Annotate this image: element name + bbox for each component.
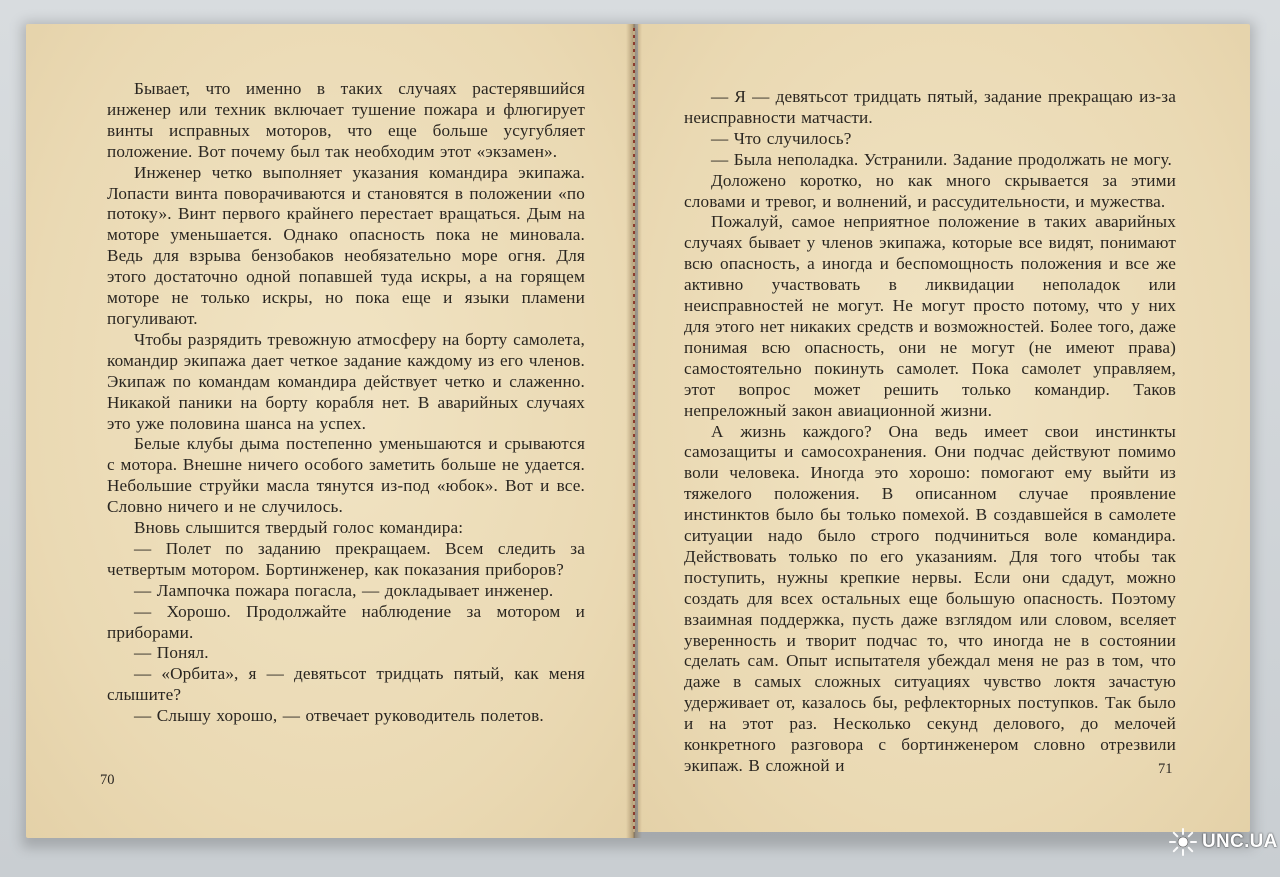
sun-burst-icon: [1168, 827, 1198, 857]
paragraph: А жизнь каждого? Она ведь имеет свои инстинкты самозащиты и самосохранения. Они подчас действуют помимо воли человека. Иногда это хорошо: помогают ему выйти из тяжелого положения. В описанном случае проявление инстинктов было бы только помехой. В создавшейся в самолете ситуации надо было строго подчиниться воле командира. Действовать только по его указаниям. Для того чтобы так поступить, нужны крепкие нервы. Если они сдадут, можно создать для всех остальных еще большую опасность. Поэтому взаимная поддержка, пусть даже взглядом или словом, вселяет уверенность и творит подчас то, что иногда не в состоянии сделать сам. Опыт испытателя убеждал меня не раз в том, что даже в самых сложных ситуациях чувство локтя зачастую удерживает от, казалось бы, рефлекторных поступков. Так было и на этот раз. Несколько секунд делового, до мелочей конкретного разговора с бортинженером словно отрезвили экипаж. В сложной и: [684, 421, 1176, 775]
paragraph: — Лампочка пожара погасла, — докладывает инженер.: [134, 580, 554, 600]
paragraph: Вновь слышится твердый голос командира:: [134, 518, 464, 538]
paragraph: — Была неполадка. Устранили. Задание продолжать не могу.: [711, 149, 1172, 169]
binding-thread: [633, 28, 635, 832]
watermark: [1168, 818, 1278, 866]
left-page-text: [107, 79, 585, 727]
paragraph: — Полет по заданию прекращаем. Всем следить за четвертым мотором. Бортинженер, как показания приборов?: [107, 538, 585, 579]
paragraph: Пожалуй, самое неприятное положение в таких аварийных случаях бывает у членов экипажа, которые все видят, понимают всю опасность, а иногда и беспомощность положения и все же активно участвовать в ликвидации неполадок или неисправностей не могут. Не могут просто потому, что у них для этого нет никаких средств и возможностей. Более того, даже понимая всю опасность, они не могут (не имеют права) самостоятельно покинуть самолет. Пока самолет управляем, этот вопрос может решить только командир. Таков непреложный закон авиационной жизни.: [684, 212, 1176, 420]
right-page-text: [684, 87, 1176, 777]
paragraph: Бывает, что именно в таких случаях растерявшийся инженер или техник включает тушение пожара и флюгирует винты исправных моторов, что еще больше усугубляет положение. Вот почему был так необходим этот «экзамен».: [107, 79, 585, 161]
paragraph: — Хорошо. Продолжайте наблюдение за мотором и приборами.: [107, 601, 585, 642]
page-number-left: 70: [100, 772, 115, 788]
paragraph: Доложено коротко, но как много скрывается за этими словами и тревог, и волнений, и рассудительности, и мужества.: [684, 170, 1176, 211]
paragraph: — Понял.: [134, 643, 209, 663]
paragraph: Чтобы разрядить тревожную атмосферу на борту самолета, командир экипажа дает четкое задание каждому из его членов. Экипаж по командам командира действует четко и слаженно. Никакой паники на борту корабля нет. В аварийных случаях это уже половина шанса на успех.: [107, 329, 585, 433]
paragraph: — Я — девятьсот тридцать пятый, задание прекращаю из-за неисправности матчасти.: [684, 87, 1176, 127]
watermark-text: UNC.UA: [1202, 831, 1278, 852]
paragraph: Белые клубы дыма постепенно уменьшаются и срываются с мотора. Внешне ничего особого заметить больше не удается. Небольшие струйки масла тянутся из-под «юбок». Вот и все. Словно ничего и не случилось.: [107, 434, 585, 517]
page-number-right: 71: [1158, 761, 1173, 777]
paragraph: — «Орбита», я — девятьсот тридцать пятый, как меня слышите?: [107, 664, 585, 705]
paragraph: — Слышу хорошо, — отвечает руководитель полетов.: [134, 706, 544, 726]
paragraph: — Что случилось?: [711, 128, 852, 148]
paragraph: Инженер четко выполняет указания командира экипажа. Лопасти винта поворачиваются и становятся в положении «по потоку». Винт первого крайнего перестает вращаться. Дым на моторе уменьшается. Однако опасность пока не миновала. Ведь для взрыва бензобаков необязательно море огня. Для этого достаточно одной попавшей туда искры, а на горящем моторе не только искры, но пока еще и языки пламени погуливают.: [107, 162, 585, 328]
